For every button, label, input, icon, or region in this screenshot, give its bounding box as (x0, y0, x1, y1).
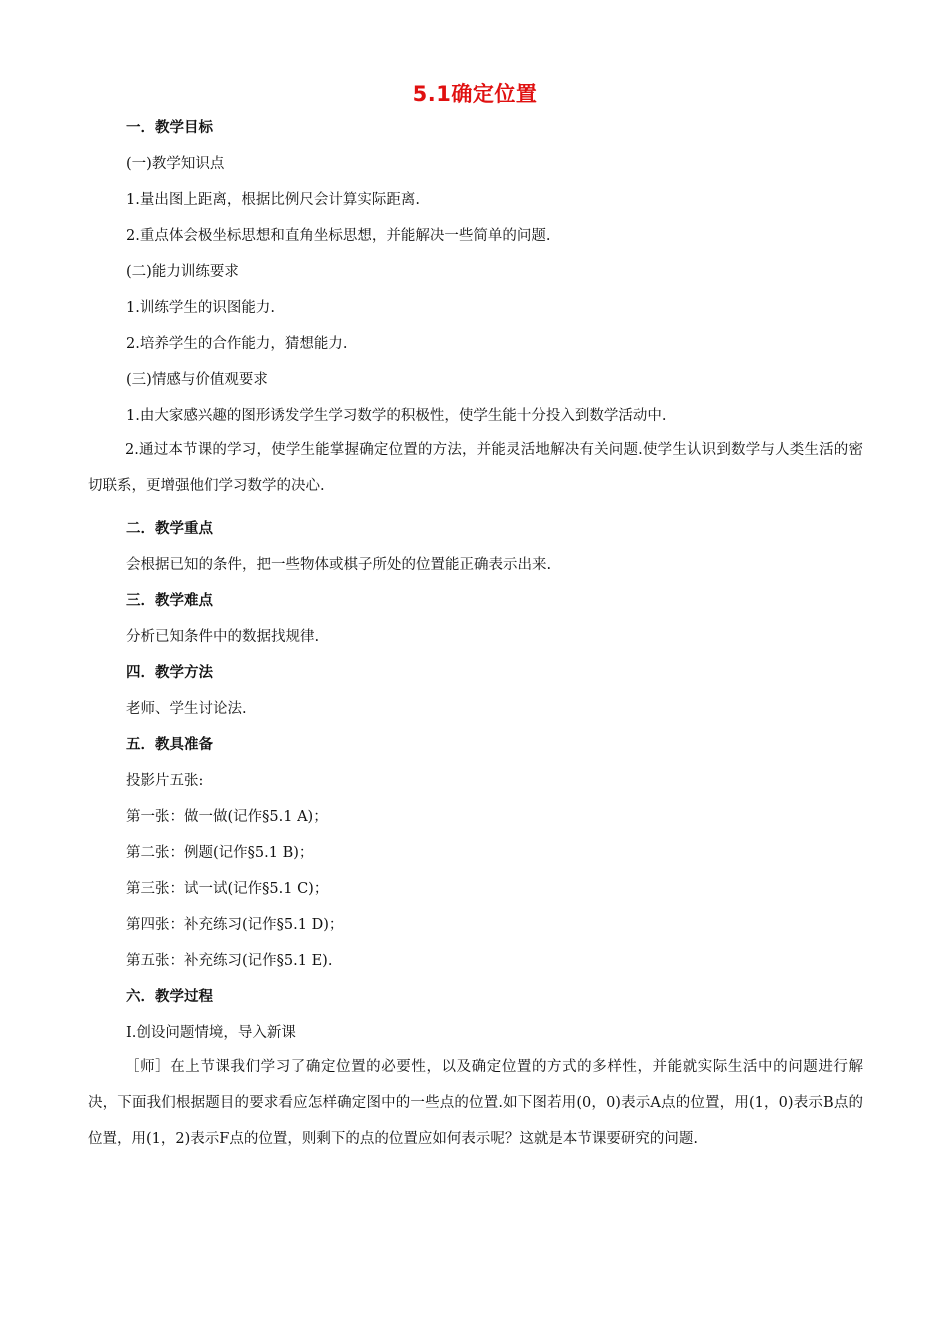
list-item: 第二张：例题(记作§5.1 B)； (126, 845, 314, 861)
section-heading-difficulties: 三．教学难点 (126, 593, 213, 609)
list-item: 1.由大家感兴趣的图形诱发学生学习数学的积极性，使学生能十分投入到数学活动中. (126, 408, 667, 424)
list-item: 2.培养学生的合作能力，猜想能力. (126, 336, 348, 352)
list-item: 第一张：做一做(记作§5.1 A)； (126, 809, 328, 825)
list-item: 第五张：补充练习(记作§5.1 E). (126, 953, 333, 969)
section-text: 老师、学生讨论法. (126, 701, 247, 717)
subheading-ability: (二)能力训练要求 (126, 264, 239, 280)
body-paragraph: ［师］在上节课我们学习了确定位置的必要性，以及确定位置的方式的多样性，并能就实际生活中的问题进行解决，下面我们根据题目的要求看应怎样确定图中的一些点的位置.如下图若用(0，0)表示A点的位置，用(1，0)表示B点的位置，用(1，2)表示F点的位置，则剩下的点的位置应如何表示呢？这就是本节课要研究的问题. (88, 1059, 863, 1147)
section-heading-objectives: 一．教学目标 (126, 120, 213, 136)
section-text: 会根据已知的条件，把一些物体或棋子所处的位置能正确表示出来. (126, 557, 552, 573)
list-item: 1.训练学生的识图能力. (126, 300, 275, 316)
section-text: 分析已知条件中的数据找规律. (126, 629, 320, 645)
list-item: 第四张：补充练习(记作§5.1 D)； (126, 917, 344, 933)
section-heading-key-points: 二．教学重点 (126, 521, 213, 537)
section-heading-methods: 四．教学方法 (126, 665, 213, 681)
document-title: 5.1确定位置 (412, 82, 538, 106)
subheading-knowledge: (一)教学知识点 (126, 156, 225, 172)
subheading-emotion: (三)情感与价值观要求 (126, 372, 268, 388)
list-item: 1.量出图上距离，根据比例尺会计算实际距离. (126, 192, 420, 208)
list-item-paragraph: 2.通过本节课的学习，使学生能掌握确定位置的方法，并能灵活地解决有关问题.使学生认识到数学与人类生活的密切联系，更增强他们学习数学的决心. (88, 442, 863, 494)
step-heading: Ⅰ.创设问题情境，导入新课 (126, 1025, 296, 1041)
list-item: 第三张：试一试(记作§5.1 C)； (126, 881, 329, 897)
section-heading-materials: 五．教具准备 (126, 737, 213, 753)
list-item: 2.重点体会极坐标思想和直角坐标思想，并能解决一些简单的问题. (126, 228, 551, 244)
section-heading-process: 六．教学过程 (126, 989, 213, 1005)
section-text: 投影片五张: (126, 773, 204, 789)
